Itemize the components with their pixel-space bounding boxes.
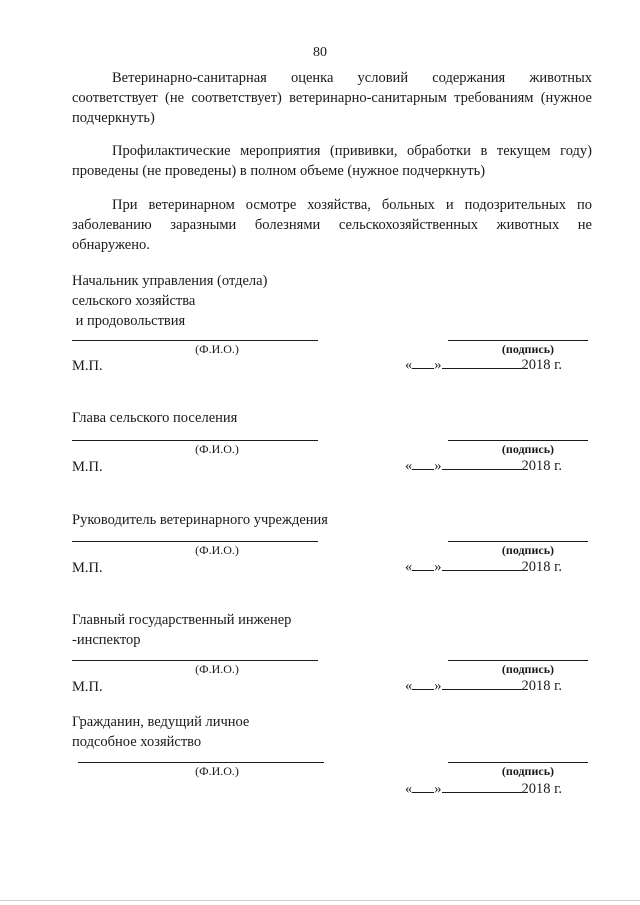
title-line: сельского хозяйства xyxy=(72,293,196,309)
quote-open: « xyxy=(405,559,413,575)
paragraph-preventive-measures xyxy=(72,141,592,181)
year-label: 2018 г. xyxy=(521,678,563,694)
year-label: 2018 г. xyxy=(521,781,563,797)
stamp-label: М.П. xyxy=(72,459,103,475)
signatory-title-head-of-vet-institution xyxy=(72,510,328,530)
quote-close: » xyxy=(434,678,442,694)
page-number: 80 xyxy=(313,45,327,60)
quote-open: « xyxy=(405,357,413,373)
page-bottom-edge xyxy=(0,900,640,901)
signature-caption: (подпись) xyxy=(501,662,555,676)
title-line: Гражданин, ведущий личное xyxy=(72,714,250,730)
month-blank xyxy=(442,780,522,793)
year-label: 2018 г. xyxy=(521,458,563,474)
paragraph-text: При ветеринарном осмотре хозяйства, больных и подозрительных по заболеванию заразными болезнями сельскохозяйственных животных не обнаружено. xyxy=(72,197,592,253)
day-blank xyxy=(412,457,434,470)
paragraph-sanitary-assessment xyxy=(72,68,592,128)
signatory-title-head-of-agriculture xyxy=(72,271,267,331)
title-line: Глава сельского поселения xyxy=(72,410,238,426)
fio-line xyxy=(72,541,318,542)
title-line: подсобное хозяйство xyxy=(72,734,202,750)
signature-line xyxy=(448,660,588,661)
paragraph-text: Ветеринарно-санитарная оценка условий содержания животных соответствует (не соответствует) ветеринарно-санитарным требованиям (нужное подчеркнуть) xyxy=(72,70,592,126)
year-label: 2018 г. xyxy=(521,357,563,373)
signatory-title-chief-state-engineer xyxy=(72,610,291,650)
month-blank xyxy=(442,356,522,369)
day-blank xyxy=(412,780,434,793)
quote-open: « xyxy=(405,678,413,694)
fio-line xyxy=(78,762,324,763)
quote-close: » xyxy=(434,458,442,474)
month-blank xyxy=(442,677,522,690)
stamp-label: М.П. xyxy=(72,560,103,576)
date-field xyxy=(405,356,562,374)
title-line: Начальник управления (отдела) xyxy=(72,273,268,289)
quote-close: » xyxy=(434,559,442,575)
signature-line xyxy=(448,440,588,441)
title-line: -инспектор xyxy=(72,632,141,648)
fio-caption: (Ф.И.О.) xyxy=(195,764,239,778)
date-field xyxy=(405,457,562,475)
signatory-title-citizen-household xyxy=(72,712,249,752)
fio-line xyxy=(72,340,318,341)
signature-line xyxy=(448,541,588,542)
signature-caption: (подпись) xyxy=(501,543,555,557)
fio-line xyxy=(72,440,318,441)
stamp-label: М.П. xyxy=(72,358,103,374)
fio-caption: (Ф.И.О.) xyxy=(195,442,239,456)
title-line: Главный государственный инженер xyxy=(72,612,292,628)
date-field xyxy=(405,780,562,798)
quote-close: » xyxy=(434,781,442,797)
month-blank xyxy=(442,558,522,571)
date-field xyxy=(405,558,562,576)
signature-caption: (подпись) xyxy=(501,342,555,356)
signature-caption: (подпись) xyxy=(501,442,555,456)
date-field xyxy=(405,677,562,695)
fio-line xyxy=(72,660,318,661)
year-label: 2018 г. xyxy=(521,559,563,575)
signature-line xyxy=(448,762,588,763)
paragraph-inspection-result xyxy=(72,195,592,255)
fio-caption: (Ф.И.О.) xyxy=(195,543,239,557)
day-blank xyxy=(412,558,434,571)
signatory-title-head-of-settlement xyxy=(72,408,237,428)
quote-open: « xyxy=(405,781,413,797)
day-blank xyxy=(412,677,434,690)
title-line: и продовольствия xyxy=(72,313,186,329)
day-blank xyxy=(412,356,434,369)
stamp-label: М.П. xyxy=(72,679,103,695)
quote-open: « xyxy=(405,458,413,474)
title-line: Руководитель ветеринарного учреждения xyxy=(72,512,328,528)
fio-caption: (Ф.И.О.) xyxy=(195,342,239,356)
quote-close: » xyxy=(434,357,442,373)
fio-caption: (Ф.И.О.) xyxy=(195,662,239,676)
signature-caption: (подпись) xyxy=(501,764,555,778)
month-blank xyxy=(442,457,522,470)
signature-line xyxy=(448,340,588,341)
paragraph-text: Профилактические мероприятия (прививки, обработки в текущем году) проведены (не проведены) в полном объеме (нужное подчеркнуть) xyxy=(72,143,592,179)
